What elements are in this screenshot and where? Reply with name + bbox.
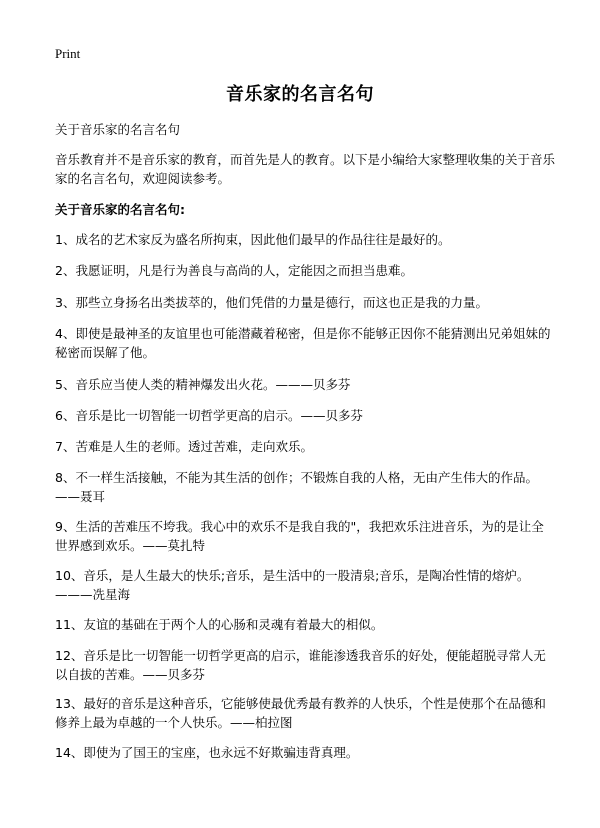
quote-item: 10、音乐，是人生最大的快乐;音乐，是生活中的一股清泉;音乐，是陶冶性情的熔炉。———冼星海 — [55, 568, 530, 602]
subtitle: 关于音乐家的名言名句 — [55, 122, 181, 137]
quote-item: 2、我愿证明，凡是行为善良与高尚的人，定能因之而担当患难。 — [55, 263, 413, 278]
print-link[interactable]: Print — [55, 46, 81, 61]
quote-item: 14、即使为了国王的宝座，也永远不好欺骗违背真理。 — [55, 745, 359, 760]
quote-item: 13、最好的音乐是这种音乐，它能够使最优秀最有教养的人快乐，个性是使那个在品德和修养上最为卓越的一个人快乐。——柏拉图 — [55, 696, 546, 730]
quote-item: 12、音乐是比一切智能一切哲学更高的启示，谁能渗透我音乐的好处，便能超脱寻常人无以自拔的苦难。——贝多芬 — [55, 648, 546, 682]
quote-item: 4、即使是最神圣的友谊里也可能潜藏着秘密，但是你不能够正因你不能猜测出兄弟姐妹的秘密而误解了他。 — [55, 326, 551, 360]
quote-item: 9、生活的苦难压不垮我。我心中的欢乐不是我自我的"，我把欢乐注进音乐，为的是让全世界感到欢乐。——莫扎特 — [55, 519, 544, 553]
quote-item: 11、友谊的基础在于两个人的心肠和灵魂有着最大的相似。 — [55, 617, 384, 632]
quote-item: 3、那些立身扬名出类拔萃的，他们凭借的力量是德行，而这也正是我的力量。 — [55, 295, 488, 310]
quote-item: 8、不一样生活接触，不能为其生活的创作；不锻炼自我的人格，无由产生伟大的作品。——聂耳 — [55, 470, 538, 504]
intro-paragraph: 音乐教育并不是音乐家的教育，而首先是人的教育。以下是小编给大家整理收集的关于音乐家的名言名句，欢迎阅读参考。 — [55, 152, 556, 186]
section-heading: 关于音乐家的名言名句: — [55, 202, 185, 217]
quote-item: 6、音乐是比一切智能一切哲学更高的启示。——贝多芬 — [55, 408, 363, 423]
quote-item: 7、苦难是人生的老师。透过苦难，走向欢乐。 — [55, 439, 313, 454]
quote-item: 1、成名的艺术家反为盛名所拘束，因此他们最早的作品往往是最好的。 — [55, 232, 451, 247]
quote-item: 5、音乐应当使人类的精神爆发出火花。———贝多芬 — [55, 377, 351, 392]
page-title: 音乐家的名言名句 — [226, 84, 374, 105]
